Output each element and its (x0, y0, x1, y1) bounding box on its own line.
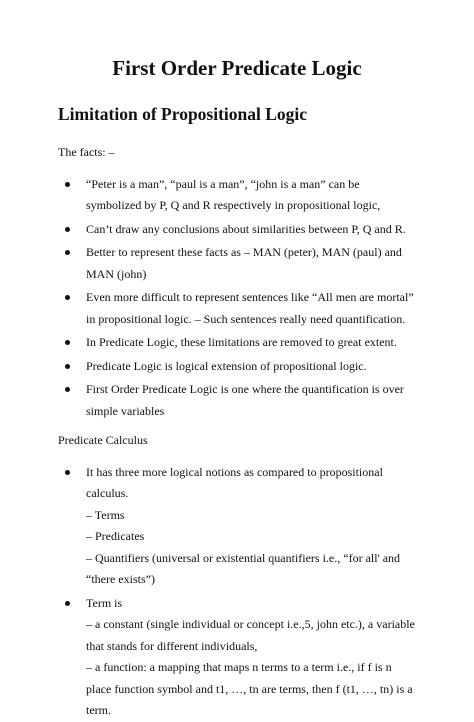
bullet-icon (65, 182, 70, 187)
predicate-calculus-label: Predicate Calculus (58, 433, 148, 447)
sub-item: – a function: a mapping that maps n terms to a term i.e., if f is n place function symbol and t1, …, tn are terms, then f (t1, …, tn) is a term. (86, 660, 413, 717)
sub-item: – Terms (86, 507, 125, 522)
list-item: In Predicate Logic, these limitations are removed to great extent. (58, 332, 416, 354)
facts-label: The facts: – (58, 145, 115, 159)
list-item: Term is – a constant (single individual or concept i.e.,5, john etc.), a variable that stands for different individuals, – a function: a mapping that maps n terms to a term i.e., if f is n place function symbol and t1, …, tn are terms, then f (t1, …, tn) is a term. (58, 593, 416, 722)
list-item: Can’t draw any conclusions about similarities between P, Q and R. (58, 219, 416, 241)
bullet-icon (65, 340, 70, 345)
list-item: It has three more logical notions as compared to propositional calculus. – Terms – Predicates – Quantifiers (universal or existential quantifiers i.e., “for all' and “there exists”) (58, 462, 416, 591)
bullet-icon (65, 601, 70, 606)
bullet-icon (65, 295, 70, 300)
page-title: First Order Predicate Logic (112, 56, 362, 80)
bullet-icon (65, 387, 70, 392)
list-item: “Peter is a man”, “paul is a man”, “john is a man” can be symbolized by P, Q and R respectively in propositional logic, (58, 174, 416, 217)
calculus-list (58, 462, 416, 722)
list-item: First Order Predicate Logic is one where the quantification is over simple variables (58, 379, 416, 422)
sub-item: – Predicates (86, 529, 145, 543)
bullet-icon (65, 364, 70, 369)
sub-item: – Quantifiers (universal or existential quantifiers i.e., “for all' and “there exists”) (86, 550, 401, 586)
list-item: Predicate Logic is logical extension of propositional logic. (58, 356, 416, 378)
bullet-icon (65, 470, 70, 475)
bullet-icon (65, 250, 70, 255)
list-item: Better to represent these facts as – MAN (peter), MAN (paul) and MAN (john) (58, 242, 416, 285)
limitations-list (58, 174, 416, 423)
sub-item: – a constant (single individual or concept i.e.,5, john etc.), a variable that stands for different individuals, (86, 617, 415, 653)
section-heading: Limitation of Propositional Logic (58, 104, 308, 124)
list-item: Even more difficult to represent sentences like “All men are mortal” in propositional logic. – Such sentences really need quantification. (58, 287, 416, 330)
bullet-icon (65, 227, 70, 232)
